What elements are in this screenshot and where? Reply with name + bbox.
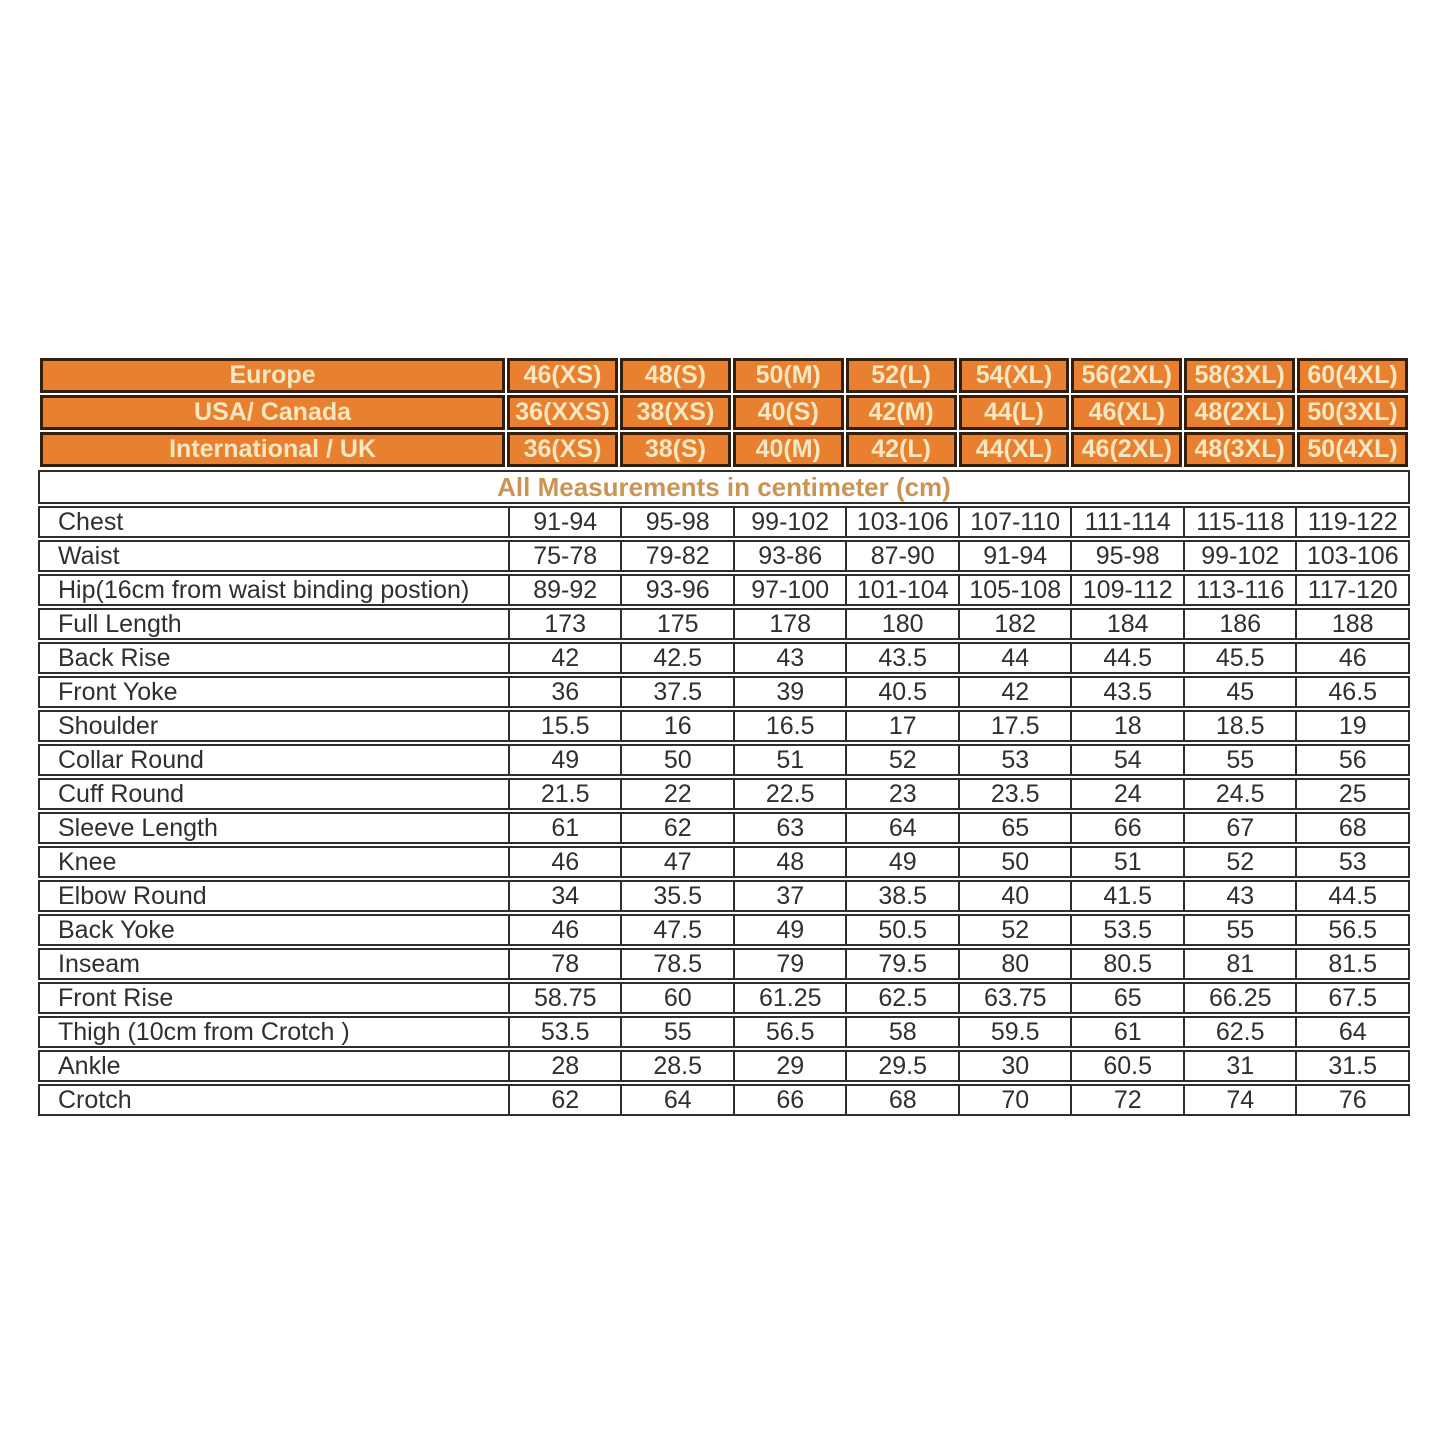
measurement-label: Crotch [38, 1084, 510, 1116]
measurement-value-cell: 97-100 [735, 574, 848, 606]
measurement-row [38, 812, 1410, 844]
measurement-value-cell: 60 [622, 982, 735, 1014]
measurement-label: Chest [38, 506, 510, 538]
measurement-value-cell: 42 [960, 676, 1073, 708]
size-cell: 50(4XL) [1297, 432, 1408, 467]
measurement-label: Thigh (10cm from Crotch ) [38, 1016, 510, 1048]
measurement-label: Elbow Round [38, 880, 510, 912]
size-cell: 50(M) [733, 358, 844, 393]
size-cell: 56(2XL) [1071, 358, 1182, 393]
measurement-value-cell: 43.5 [847, 642, 960, 674]
measurement-value-cell: 95-98 [1072, 540, 1185, 572]
size-cell: 46(XL) [1071, 395, 1182, 430]
measurement-value-cell: 79.5 [847, 948, 960, 980]
measurement-value-cell: 55 [1185, 744, 1298, 776]
measurement-value-cell: 62.5 [1185, 1016, 1298, 1048]
size-cell: 50(3XL) [1297, 395, 1408, 430]
measurement-value-cell: 22.5 [735, 778, 848, 810]
measurement-value-cell: 66 [1072, 812, 1185, 844]
measurement-value-cell: 64 [1297, 1016, 1410, 1048]
measurement-label: Front Yoke [38, 676, 510, 708]
measurement-value-cell: 52 [1185, 846, 1298, 878]
size-cell: 42(L) [846, 432, 957, 467]
measurement-value-cell: 103-106 [847, 506, 960, 538]
measurement-value-cell: 29.5 [847, 1050, 960, 1082]
measurement-value-cell: 36 [510, 676, 623, 708]
measurement-value-cell: 178 [735, 608, 848, 640]
size-cell: 52(L) [846, 358, 957, 393]
measurement-value-cell: 50 [960, 846, 1073, 878]
measurement-value-cell: 16 [622, 710, 735, 742]
measurement-row [38, 506, 1410, 538]
measurement-value-cell: 62.5 [847, 982, 960, 1014]
measurement-row [38, 914, 1410, 946]
measurement-row [38, 744, 1410, 776]
measurement-value-cell: 59.5 [960, 1016, 1073, 1048]
measurement-value-cell: 52 [960, 914, 1073, 946]
measurement-value-cell: 91-94 [510, 506, 623, 538]
measurement-row [38, 880, 1410, 912]
measurement-value-cell: 93-86 [735, 540, 848, 572]
measurement-row [38, 642, 1410, 674]
size-cell: 40(M) [733, 432, 844, 467]
measurement-value-cell: 54 [1072, 744, 1185, 776]
measurement-value-cell: 72 [1072, 1084, 1185, 1116]
measurement-value-cell: 80 [960, 948, 1073, 980]
measurement-label: Sleeve Length [38, 812, 510, 844]
measurement-value-cell: 63 [735, 812, 848, 844]
measurement-label: Shoulder [38, 710, 510, 742]
measurement-label: Knee [38, 846, 510, 878]
units-note: All Measurements in centimeter (cm) [38, 470, 1410, 504]
measurement-value-cell: 46 [1297, 642, 1410, 674]
measurement-value-cell: 47 [622, 846, 735, 878]
measurement-value-cell: 58.75 [510, 982, 623, 1014]
measurement-value-cell: 44.5 [1072, 642, 1185, 674]
measurement-value-cell: 31 [1185, 1050, 1298, 1082]
measurement-value-cell: 18.5 [1185, 710, 1298, 742]
measurement-value-cell: 87-90 [847, 540, 960, 572]
measurement-value-cell: 55 [622, 1016, 735, 1048]
measurement-value-cell: 75-78 [510, 540, 623, 572]
size-cell: 46(XS) [507, 358, 618, 393]
measurement-value-cell: 70 [960, 1084, 1073, 1116]
measurement-value-cell: 186 [1185, 608, 1298, 640]
measurement-value-cell: 61 [1072, 1016, 1185, 1048]
measurement-value-cell: 53 [960, 744, 1073, 776]
measurement-value-cell: 43.5 [1072, 676, 1185, 708]
measurement-value-cell: 103-106 [1297, 540, 1410, 572]
measurement-value-cell: 43 [735, 642, 848, 674]
measurement-value-cell: 17 [847, 710, 960, 742]
size-cell: 38(XS) [620, 395, 731, 430]
measurement-value-cell: 53.5 [510, 1016, 623, 1048]
measurement-label: Collar Round [38, 744, 510, 776]
measurement-value-cell: 175 [622, 608, 735, 640]
measurement-value-cell: 22 [622, 778, 735, 810]
measurement-value-cell: 99-102 [1185, 540, 1298, 572]
measurement-row [38, 1050, 1410, 1082]
measurement-value-cell: 89-92 [510, 574, 623, 606]
size-system-row [40, 432, 1408, 467]
measurement-row [38, 982, 1410, 1014]
measurement-label: Front Rise [38, 982, 510, 1014]
measurement-value-cell: 76 [1297, 1084, 1410, 1116]
measurement-value-cell: 39 [735, 676, 848, 708]
measurement-value-cell: 23 [847, 778, 960, 810]
measurement-value-cell: 40.5 [847, 676, 960, 708]
measurement-label: Full Length [38, 608, 510, 640]
measurement-row [38, 778, 1410, 810]
size-cell: 48(S) [620, 358, 731, 393]
measurement-value-cell: 182 [960, 608, 1073, 640]
measurement-row [38, 710, 1410, 742]
measurement-row [38, 574, 1410, 606]
measurement-value-cell: 81.5 [1297, 948, 1410, 980]
measurement-value-cell: 61 [510, 812, 623, 844]
measurement-value-cell: 44.5 [1297, 880, 1410, 912]
measurement-value-cell: 180 [847, 608, 960, 640]
measurement-value-cell: 45.5 [1185, 642, 1298, 674]
measurement-value-cell: 16.5 [735, 710, 848, 742]
size-cell: 44(L) [959, 395, 1070, 430]
measurement-value-cell: 66 [735, 1084, 848, 1116]
measurement-value-cell: 56.5 [735, 1016, 848, 1048]
size-cell: 58(3XL) [1184, 358, 1295, 393]
measurement-value-cell: 93-96 [622, 574, 735, 606]
measurement-value-cell: 30 [960, 1050, 1073, 1082]
size-cell: 36(XXS) [507, 395, 618, 430]
measurement-value-cell: 184 [1072, 608, 1185, 640]
size-cell: 44(XL) [959, 432, 1070, 467]
measurement-value-cell: 34 [510, 880, 623, 912]
measurement-value-cell: 68 [1297, 812, 1410, 844]
measurement-value-cell: 42 [510, 642, 623, 674]
measurement-value-cell: 55 [1185, 914, 1298, 946]
size-cell: 42(M) [846, 395, 957, 430]
measurement-value-cell: 173 [510, 608, 623, 640]
measurement-value-cell: 46 [510, 846, 623, 878]
measurement-value-cell: 31.5 [1297, 1050, 1410, 1082]
measurement-value-cell: 99-102 [735, 506, 848, 538]
measurement-value-cell: 35.5 [622, 880, 735, 912]
measurement-value-cell: 49 [847, 846, 960, 878]
measurement-value-cell: 68 [847, 1084, 960, 1116]
measurement-value-cell: 65 [1072, 982, 1185, 1014]
measurement-value-cell: 91-94 [960, 540, 1073, 572]
measurement-value-cell: 63.75 [960, 982, 1073, 1014]
measurement-value-cell: 46 [510, 914, 623, 946]
size-cell: 38(S) [620, 432, 731, 467]
size-cell: 36(XS) [507, 432, 618, 467]
measurement-value-cell: 105-108 [960, 574, 1073, 606]
measurement-value-cell: 58 [847, 1016, 960, 1048]
measurement-value-cell: 53.5 [1072, 914, 1185, 946]
measurement-row [38, 1084, 1410, 1116]
measurement-value-cell: 28 [510, 1050, 623, 1082]
size-system-header-table [38, 356, 1410, 469]
measurement-value-cell: 64 [622, 1084, 735, 1116]
measurement-value-cell: 18 [1072, 710, 1185, 742]
measurement-label: Back Rise [38, 642, 510, 674]
measurement-value-cell: 25 [1297, 778, 1410, 810]
size-cell: 60(4XL) [1297, 358, 1408, 393]
size-system-row [40, 395, 1408, 430]
measurement-value-cell: 19 [1297, 710, 1410, 742]
measurement-value-cell: 60.5 [1072, 1050, 1185, 1082]
measurement-value-cell: 64 [847, 812, 960, 844]
measurement-value-cell: 61.25 [735, 982, 848, 1014]
measurement-row [38, 948, 1410, 980]
measurement-value-cell: 48 [735, 846, 848, 878]
size-cell: 40(S) [733, 395, 844, 430]
measurement-value-cell: 47.5 [622, 914, 735, 946]
measurement-value-cell: 101-104 [847, 574, 960, 606]
measurement-value-cell: 81 [1185, 948, 1298, 980]
measurement-label: Inseam [38, 948, 510, 980]
measurement-value-cell: 67.5 [1297, 982, 1410, 1014]
measurement-value-cell: 109-112 [1072, 574, 1185, 606]
measurement-value-cell: 23.5 [960, 778, 1073, 810]
measurement-value-cell: 41.5 [1072, 880, 1185, 912]
measurement-value-cell: 115-118 [1185, 506, 1298, 538]
measurement-value-cell: 78.5 [622, 948, 735, 980]
measurement-value-cell: 21.5 [510, 778, 623, 810]
measurement-value-cell: 49 [510, 744, 623, 776]
measurement-value-cell: 62 [510, 1084, 623, 1116]
measurements-table [38, 468, 1410, 1118]
measurement-value-cell: 53 [1297, 846, 1410, 878]
measurement-value-cell: 67 [1185, 812, 1298, 844]
units-note-row [38, 470, 1410, 504]
measurement-label: Back Yoke [38, 914, 510, 946]
measurement-value-cell: 24 [1072, 778, 1185, 810]
measurement-row [38, 540, 1410, 572]
measurement-label: Ankle [38, 1050, 510, 1082]
measurement-value-cell: 44 [960, 642, 1073, 674]
measurement-value-cell: 51 [735, 744, 848, 776]
size-system-row [40, 358, 1408, 393]
measurement-value-cell: 80.5 [1072, 948, 1185, 980]
measurement-value-cell: 52 [847, 744, 960, 776]
measurement-value-cell: 79 [735, 948, 848, 980]
measurement-value-cell: 65 [960, 812, 1073, 844]
measurement-value-cell: 188 [1297, 608, 1410, 640]
measurement-row [38, 846, 1410, 878]
measurement-row [38, 608, 1410, 640]
measurement-value-cell: 78 [510, 948, 623, 980]
measurement-row [38, 1016, 1410, 1048]
size-cell: 54(XL) [959, 358, 1070, 393]
measurement-value-cell: 37 [735, 880, 848, 912]
measurement-value-cell: 107-110 [960, 506, 1073, 538]
size-cell: 46(2XL) [1071, 432, 1182, 467]
measurement-value-cell: 43 [1185, 880, 1298, 912]
measurement-value-cell: 46.5 [1297, 676, 1410, 708]
measurement-value-cell: 15.5 [510, 710, 623, 742]
size-cell: 48(3XL) [1184, 432, 1295, 467]
measurement-value-cell: 38.5 [847, 880, 960, 912]
measurement-label: Cuff Round [38, 778, 510, 810]
size-system-label: Europe [40, 358, 505, 393]
measurement-value-cell: 56 [1297, 744, 1410, 776]
measurement-value-cell: 28.5 [622, 1050, 735, 1082]
measurement-value-cell: 79-82 [622, 540, 735, 572]
measurement-row [38, 676, 1410, 708]
measurement-value-cell: 56.5 [1297, 914, 1410, 946]
measurement-label: Hip(16cm from waist binding postion) [38, 574, 510, 606]
measurement-value-cell: 45 [1185, 676, 1298, 708]
size-cell: 48(2XL) [1184, 395, 1295, 430]
measurement-value-cell: 24.5 [1185, 778, 1298, 810]
measurement-value-cell: 113-116 [1185, 574, 1298, 606]
measurement-value-cell: 42.5 [622, 642, 735, 674]
measurement-value-cell: 29 [735, 1050, 848, 1082]
size-system-label: USA/ Canada [40, 395, 505, 430]
measurement-label: Waist [38, 540, 510, 572]
measurement-value-cell: 95-98 [622, 506, 735, 538]
measurement-value-cell: 51 [1072, 846, 1185, 878]
measurement-value-cell: 50.5 [847, 914, 960, 946]
measurement-value-cell: 37.5 [622, 676, 735, 708]
measurement-value-cell: 117-120 [1297, 574, 1410, 606]
size-chart [38, 356, 1410, 1118]
measurement-value-cell: 17.5 [960, 710, 1073, 742]
measurement-value-cell: 119-122 [1297, 506, 1410, 538]
measurement-value-cell: 74 [1185, 1084, 1298, 1116]
size-system-label: International / UK [40, 432, 505, 467]
measurement-value-cell: 62 [622, 812, 735, 844]
measurement-value-cell: 40 [960, 880, 1073, 912]
measurement-value-cell: 111-114 [1072, 506, 1185, 538]
measurement-value-cell: 50 [622, 744, 735, 776]
measurement-value-cell: 66.25 [1185, 982, 1298, 1014]
measurement-value-cell: 49 [735, 914, 848, 946]
